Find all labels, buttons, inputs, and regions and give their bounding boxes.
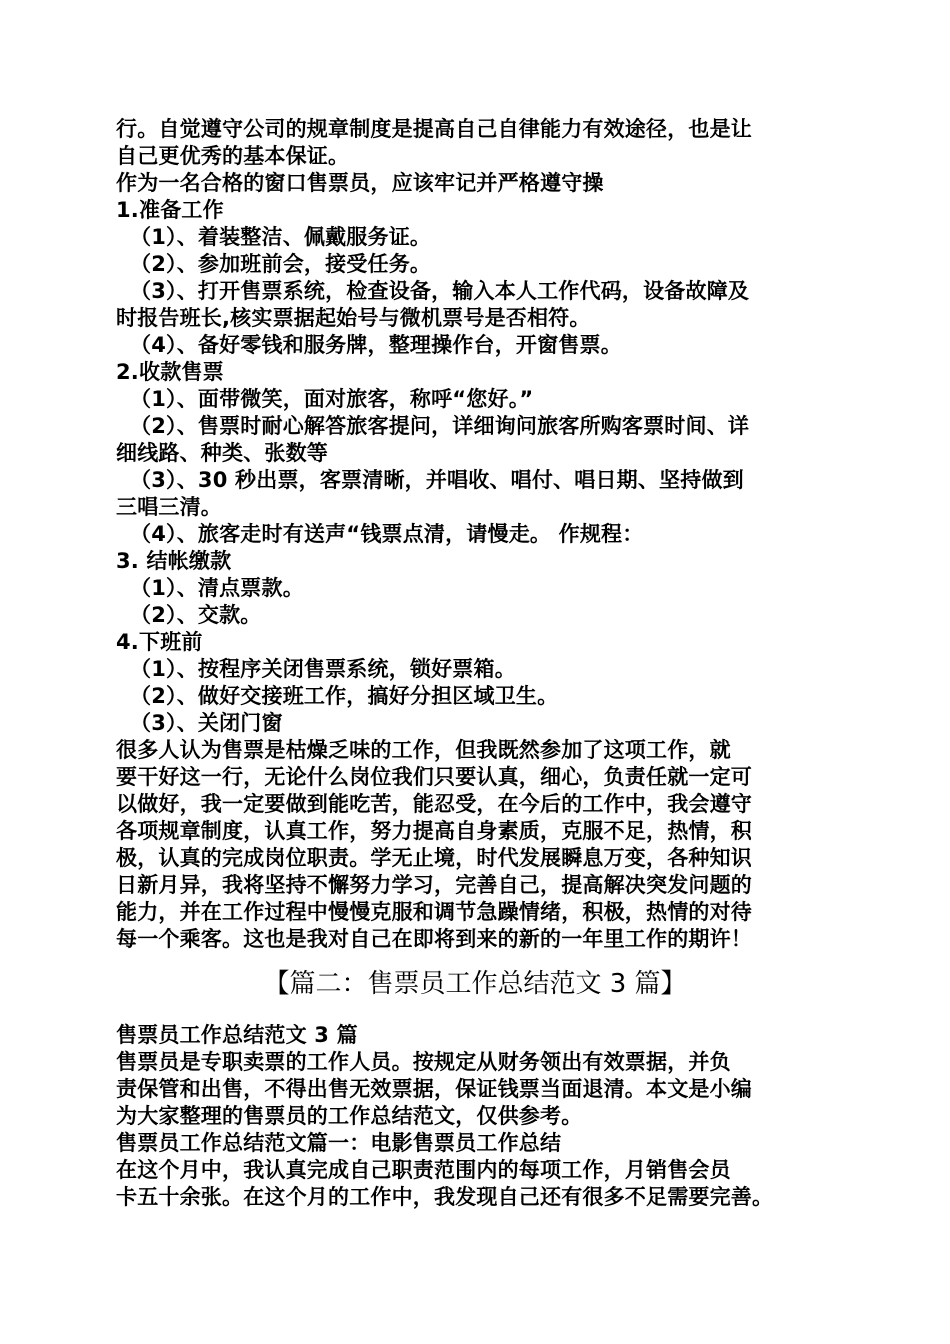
paragraph-line: 责保管和出售，不得出售无效票据，保证钱票当面退清。本文是小编 [116,1077,752,1101]
list-item: （1）、按程序关闭售票系统，锁好票箱。 [130,657,516,681]
list-item-continuation: 三唱三清。 [116,495,222,519]
section-heading: 【篇二：售票员工作总结范文 3 篇】 [263,969,687,999]
paragraph-line: 自己更优秀的基本保证。 [116,144,350,168]
section-one-body [116,116,846,953]
subheading: 售票员工作总结范文篇一：电影售票员工作总结 [116,1131,562,1155]
paragraph-line: 很多人认为售票是枯燥乏味的工作，但我既然参加了这项工作，就 [116,738,731,762]
subheading: 4.下班前 [116,630,203,654]
list-item-continuation: 细线路、种类、张数等 [116,441,328,465]
paragraph-line: 在这个月中，我认真完成自己职责范围内的每项工作，月销售会员 [116,1158,731,1182]
list-item-continuation: 时报告班长,核实票据起始号与微机票号是否相符。 [116,306,591,330]
list-item: （2）、做好交接班工作，搞好分担区域卫生。 [130,684,559,708]
paragraph-line: 各项规章制度，认真工作，努力提高自身素质，克服不足，热情，积 [116,819,752,843]
list-item: （1）、清点票款。 [130,576,304,600]
subheading: 1.准备工作 [116,198,224,222]
paragraph-line: 日新月异，我将坚持不懈努力学习，完善自己，提高解决突发问题的 [116,873,752,897]
list-item: （1）、面带微笑，面对旅客，称呼“您好。” [130,387,534,411]
list-item: （3）、30 秒出票，客票清晰，并唱收、唱付、唱日期、坚持做到 [130,468,744,492]
paragraph-line: 售票员是专职卖票的工作人员。按规定从财务领出有效票据，并负 [116,1050,731,1074]
list-item: （1）、着装整洁、佩戴服务证。 [130,225,432,249]
paragraph-line: 以做好，我一定要做到能吃苦，能忍受，在今后的工作中，我会遵守 [116,792,752,816]
list-item: （3）、关闭门窗 [130,711,283,735]
paragraph-line: 极，认真的完成岗位职责。学无止境，时代发展瞬息万变，各种知识 [116,846,752,870]
subheading: 售票员工作总结范文 3 篇 [116,1023,358,1047]
list-item: （2）、参加班前会，接受任务。 [130,252,432,276]
list-item: （4）、旅客走时有送声“钱票点清，请慢走。 作规程： [130,522,644,546]
subheading: 2.收款售票 [116,360,224,384]
list-item: （4）、备好零钱和服务牌，整理操作台，开窗售票。 [130,333,622,357]
list-item: （2）、售票时耐心解答旅客提问，详细询问旅客所购客票时间、详 [130,414,750,438]
paragraph-line: 行。自觉遵守公司的规章制度是提高自己自律能力有效途径，也是让 [116,117,752,141]
paragraph-line: 卡五十余张。在这个月的工作中，我发现自己还有很多不足需要完善。 [116,1185,774,1209]
subheading: 3. 结帐缴款 [116,549,232,573]
paragraph-line: 能力，并在工作过程中慢慢克服和调节急躁情绪，积极，热情的对待 [116,900,752,924]
paragraph-line: 为大家整理的售票员的工作总结范文，仅供参考。 [116,1104,583,1128]
paragraph-line: 要干好这一行，无论什么岗位我们只要认真，细心，负责任就一定可 [116,765,752,789]
list-item: （2）、交款。 [130,603,262,627]
paragraph-line: 每一个乘客。这也是我对自己在即将到来的新的一年里工作的期许！ [116,927,752,951]
section-two-body [116,1022,846,1211]
paragraph-line: 作为一名合格的窗口售票员，应该牢记并严格遵守操 [116,171,604,195]
list-item: （3）、打开售票系统，检查设备，输入本人工作代码，设备故障及 [130,279,750,303]
